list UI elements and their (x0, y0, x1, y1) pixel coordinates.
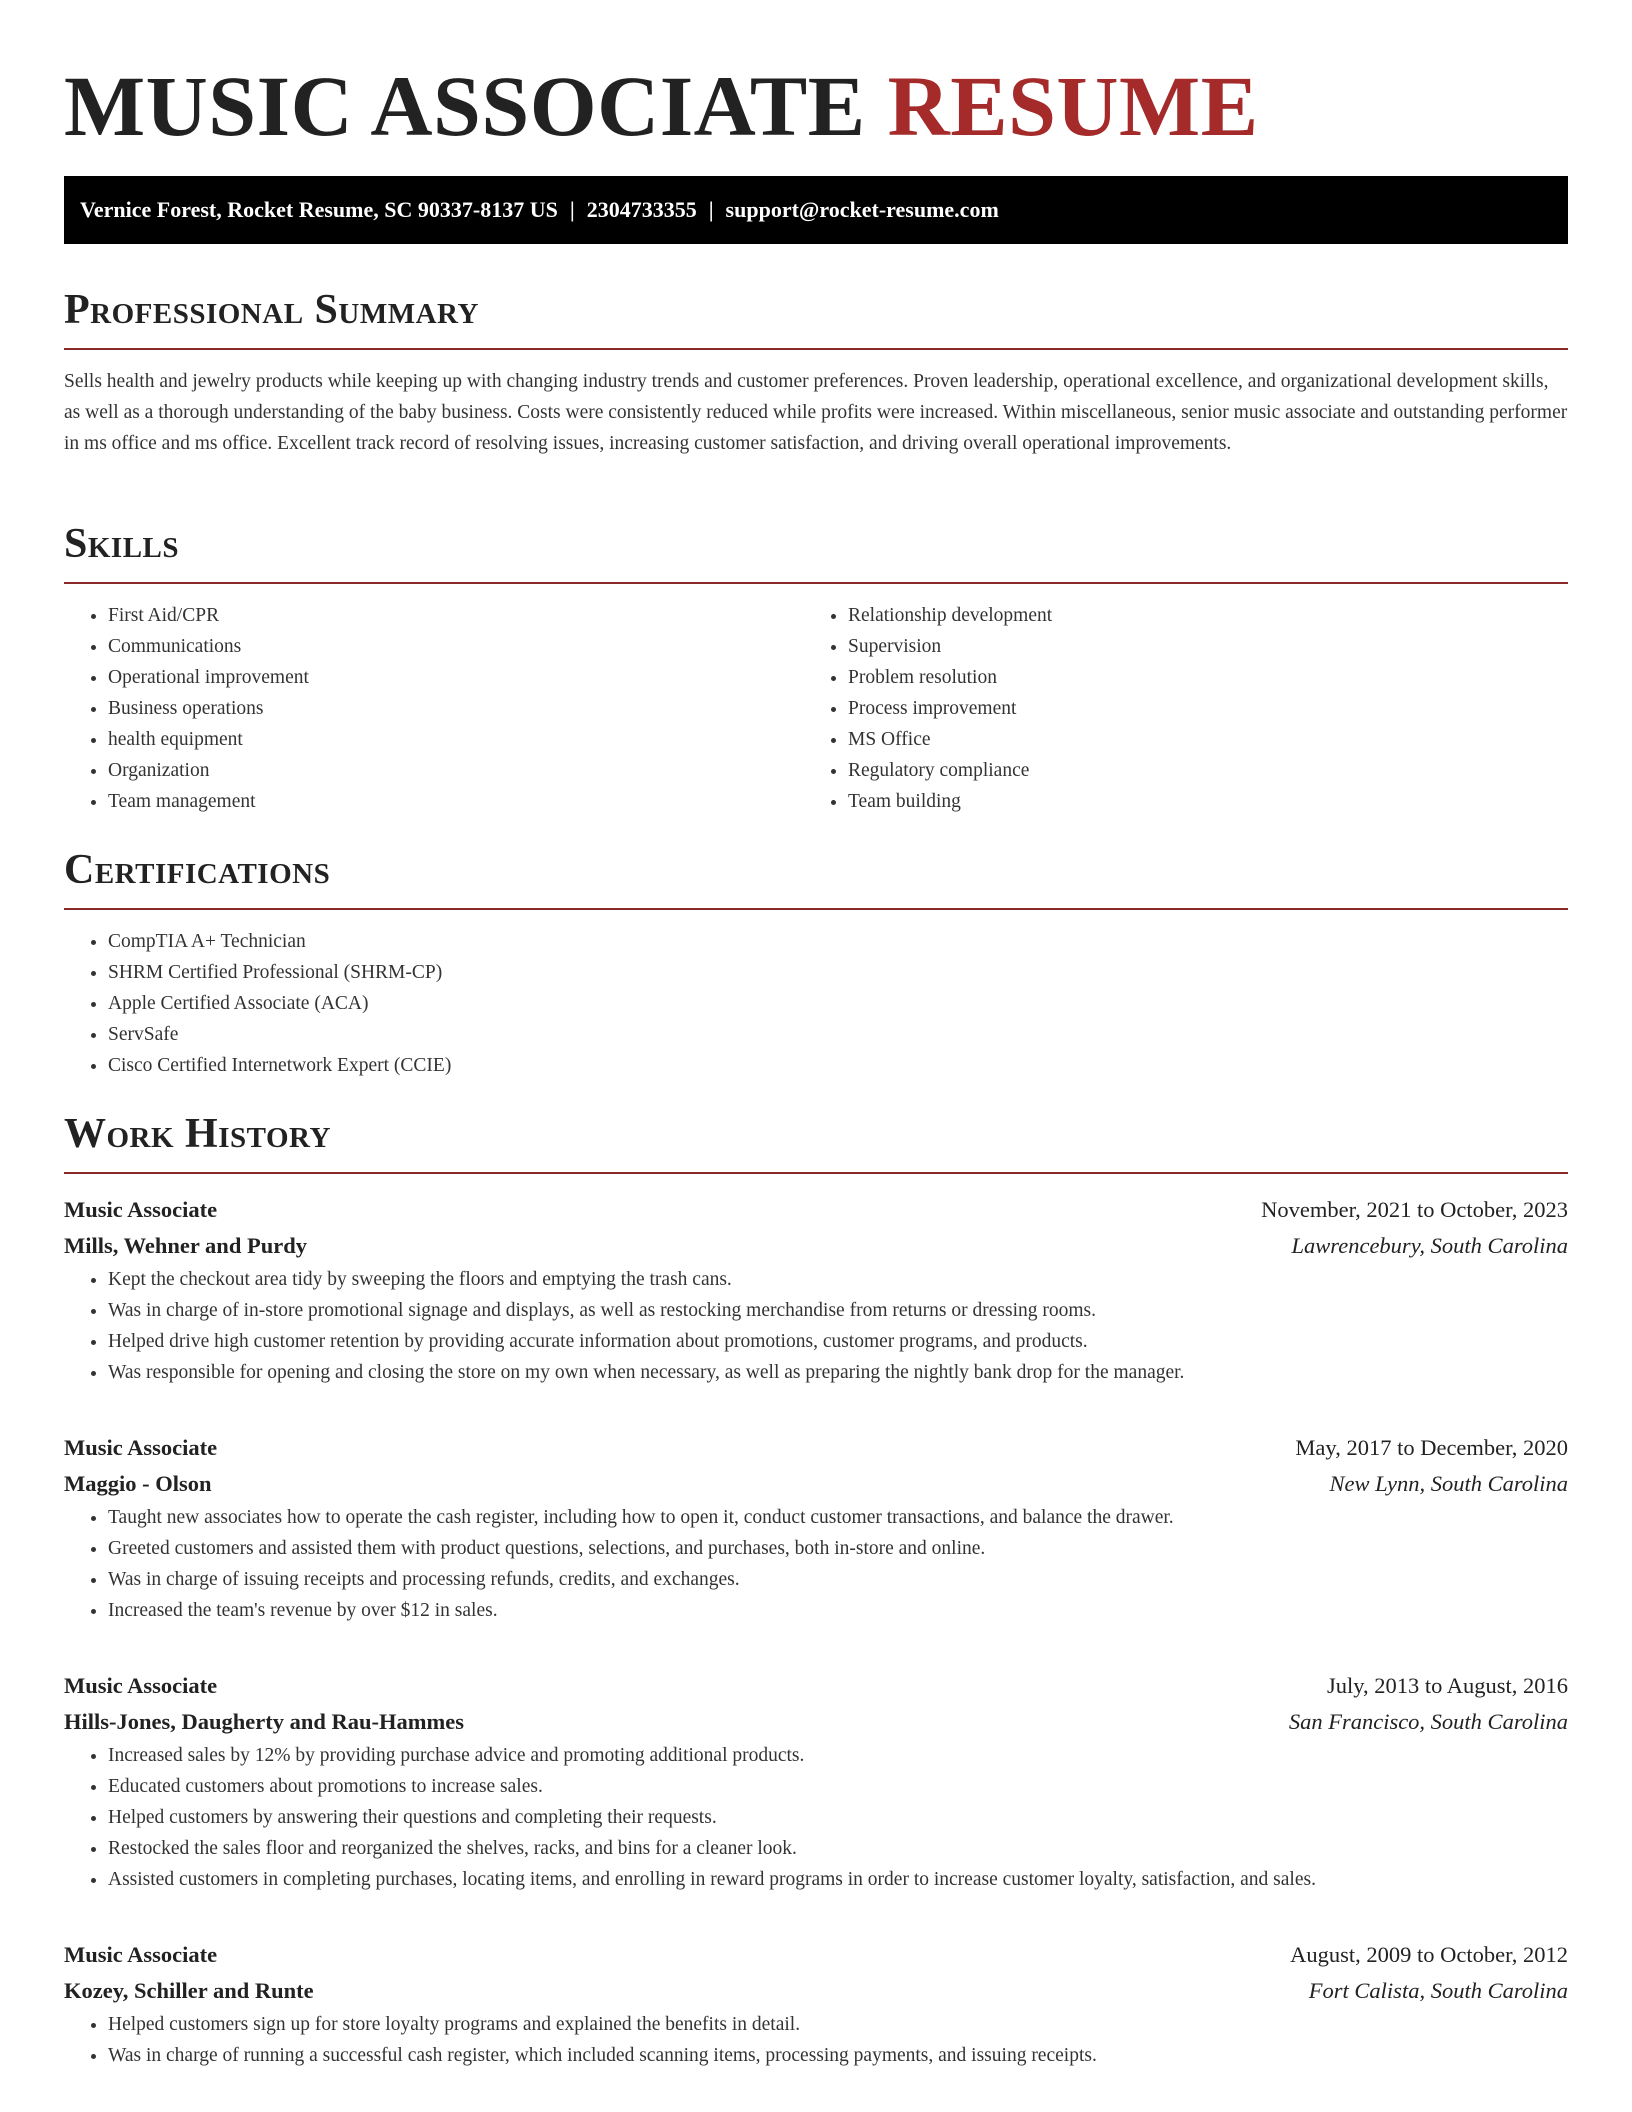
certification-item: • Apple Certified Associate (ACA) (108, 988, 1568, 1019)
job-duty: • Educated customers about promotions to increase sales. (108, 1771, 1568, 1802)
job-entry (64, 1937, 1568, 2071)
job-entry (64, 1430, 1568, 1626)
skills-right-list (804, 600, 1544, 817)
skills-section (64, 514, 1568, 817)
skill-item: • Relationship development (848, 600, 1544, 631)
certification-item: • ServSafe (108, 1019, 1568, 1050)
job-duty: • Greeted customers and assisted them with product questions, selections, and purchases, both in-store and online. (108, 1533, 1568, 1564)
job-company-row (64, 1973, 1568, 2009)
job-company: Hills-Jones, Daugherty and Rau-Hammes (64, 1709, 465, 1734)
job-duty: • Helped drive high customer retention by providing accurate information about promotions, customer programs, and products. (108, 1326, 1568, 1357)
skill-item: • Organization (108, 755, 804, 786)
skills-left-list (64, 600, 804, 817)
summary-text: Sells health and jewelry products while keeping up with changing industry trends and customer preferences. Proven leadership, operational excellence, and organizational development skills, as well as a thorough understanding of the baby business. Costs were consistently reduced while profits were increased. Within miscellaneous, senior music associate and outstanding performer in ms office and ms office. Excellent track record of resolving issues, increasing customer satisfaction, and driving overall operational improvements. (64, 371, 1568, 454)
job-dates: July, 2013 to August, 2016 (1326, 1673, 1568, 1698)
job-duties-list (64, 1502, 1568, 1626)
contact-address: Vernice Forest, Rocket Resume, SC 90337-8137 US (80, 197, 558, 222)
job-duties-list (64, 1740, 1568, 1895)
skills-heading: Skills (64, 514, 1568, 584)
skill-item: • Process improvement (848, 693, 1544, 724)
job-role: Music Associate (64, 1673, 218, 1698)
job-role: Music Associate (64, 1197, 218, 1222)
job-duty: • Was responsible for opening and closing the store on my own when necessary, as well as preparing the nightly bank drop for the manager. (108, 1357, 1568, 1388)
certification-item: • CompTIA A+ Technician (108, 926, 1568, 957)
job-dates: August, 2009 to October, 2012 (1290, 1942, 1568, 1967)
skill-item: • Problem resolution (848, 662, 1544, 693)
skills-left-column (64, 600, 804, 817)
job-company: Kozey, Schiller and Runte (64, 1978, 314, 2003)
skills-right-column (804, 600, 1544, 817)
contact-separator: | (708, 197, 714, 222)
job-duty: • Helped customers sign up for store loyalty programs and explained the benefits in detail. (108, 2009, 1568, 2040)
certifications-section (64, 840, 1568, 1081)
certification-item: • SHRM Certified Professional (SHRM-CP) (108, 957, 1568, 988)
skill-item: • Regulatory compliance (848, 755, 1544, 786)
job-company-row (64, 1466, 1568, 1502)
certification-item: • Cisco Certified Internetwork Expert (CCIE) (108, 1050, 1568, 1081)
summary-heading: Professional Summary (64, 280, 1568, 350)
certifications-heading: Certifications (64, 840, 1568, 910)
job-title-row (64, 1430, 1568, 1466)
job-entry (64, 1668, 1568, 1895)
skill-item: • Communications (108, 631, 804, 662)
job-role: Music Associate (64, 1942, 218, 1967)
work-history-heading: Work History (64, 1104, 1568, 1174)
job-location: San Francisco, South Carolina (1288, 1709, 1568, 1734)
contact-separator: | (569, 197, 575, 222)
skill-item: • Business operations (108, 693, 804, 724)
skill-item: • health equipment (108, 724, 804, 755)
job-duty: • Was in charge of running a successful cash register, which included scanning items, processing payments, and issuing receipts. (108, 2040, 1568, 2071)
job-title-row (64, 1192, 1568, 1228)
job-dates: November, 2021 to October, 2023 (1261, 1197, 1568, 1222)
contact-phone: 2304733355 (586, 197, 697, 222)
skills-columns (64, 600, 1568, 817)
job-title-row (64, 1937, 1568, 1973)
job-duty: • Kept the checkout area tidy by sweeping the floors and emptying the trash cans. (108, 1264, 1568, 1295)
title-main: MUSIC ASSOCIATE (64, 58, 866, 154)
job-duty: • Increased the team's revenue by over $12 in sales. (108, 1595, 1568, 1626)
certifications-list (64, 926, 1568, 1081)
skill-item: • MS Office (848, 724, 1544, 755)
job-company: Mills, Wehner and Purdy (64, 1233, 307, 1258)
job-duties-list (64, 2009, 1568, 2071)
title-accent: RESUME (887, 58, 1259, 154)
skill-item: • First Aid/CPR (108, 600, 804, 631)
job-duty: • Was in charge of issuing receipts and processing refunds, credits, and exchanges. (108, 1564, 1568, 1595)
skill-item: • Supervision (848, 631, 1544, 662)
summary-section (64, 280, 1568, 459)
job-duties-list (64, 1264, 1568, 1388)
certifications-wrap (64, 926, 1568, 1081)
job-location: Lawrencebury, South Carolina (1291, 1233, 1568, 1258)
skill-item: • Operational improvement (108, 662, 804, 693)
job-duty: • Was in charge of in-store promotional signage and displays, as well as restocking merchandise from returns or dressing rooms. (108, 1295, 1568, 1326)
job-role: Music Associate (64, 1435, 218, 1460)
skill-item: • Team management (108, 786, 804, 817)
job-title-row (64, 1668, 1568, 1704)
job-duty: • Increased sales by 12% by providing purchase advice and promoting additional products. (108, 1740, 1568, 1771)
job-location: New Lynn, South Carolina (1329, 1471, 1568, 1496)
resume-title (64, 56, 1259, 156)
job-duty: • Helped customers by answering their questions and completing their requests. (108, 1802, 1568, 1833)
job-duty: • Assisted customers in completing purchases, locating items, and enrolling in reward programs in order to increase customer loyalty, satisfaction, and sales. (108, 1864, 1568, 1895)
contact-bar (64, 176, 1568, 244)
job-entry (64, 1192, 1568, 1388)
job-company-row (64, 1704, 1568, 1740)
job-duty: • Restocked the sales floor and reorganized the shelves, racks, and bins for a cleaner look. (108, 1833, 1568, 1864)
skill-item: • Team building (848, 786, 1544, 817)
work-history-section (64, 1104, 1568, 2071)
job-location: Fort Calista, South Carolina (1308, 1978, 1568, 2003)
job-company: Maggio - Olson (64, 1471, 212, 1496)
job-dates: May, 2017 to December, 2020 (1295, 1435, 1568, 1460)
job-company-row (64, 1228, 1568, 1264)
contact-email: support@rocket-resume.com (725, 197, 999, 222)
job-duty: • Taught new associates how to operate the cash register, including how to open it, conduct customer transactions, and balance the drawer. (108, 1502, 1568, 1533)
